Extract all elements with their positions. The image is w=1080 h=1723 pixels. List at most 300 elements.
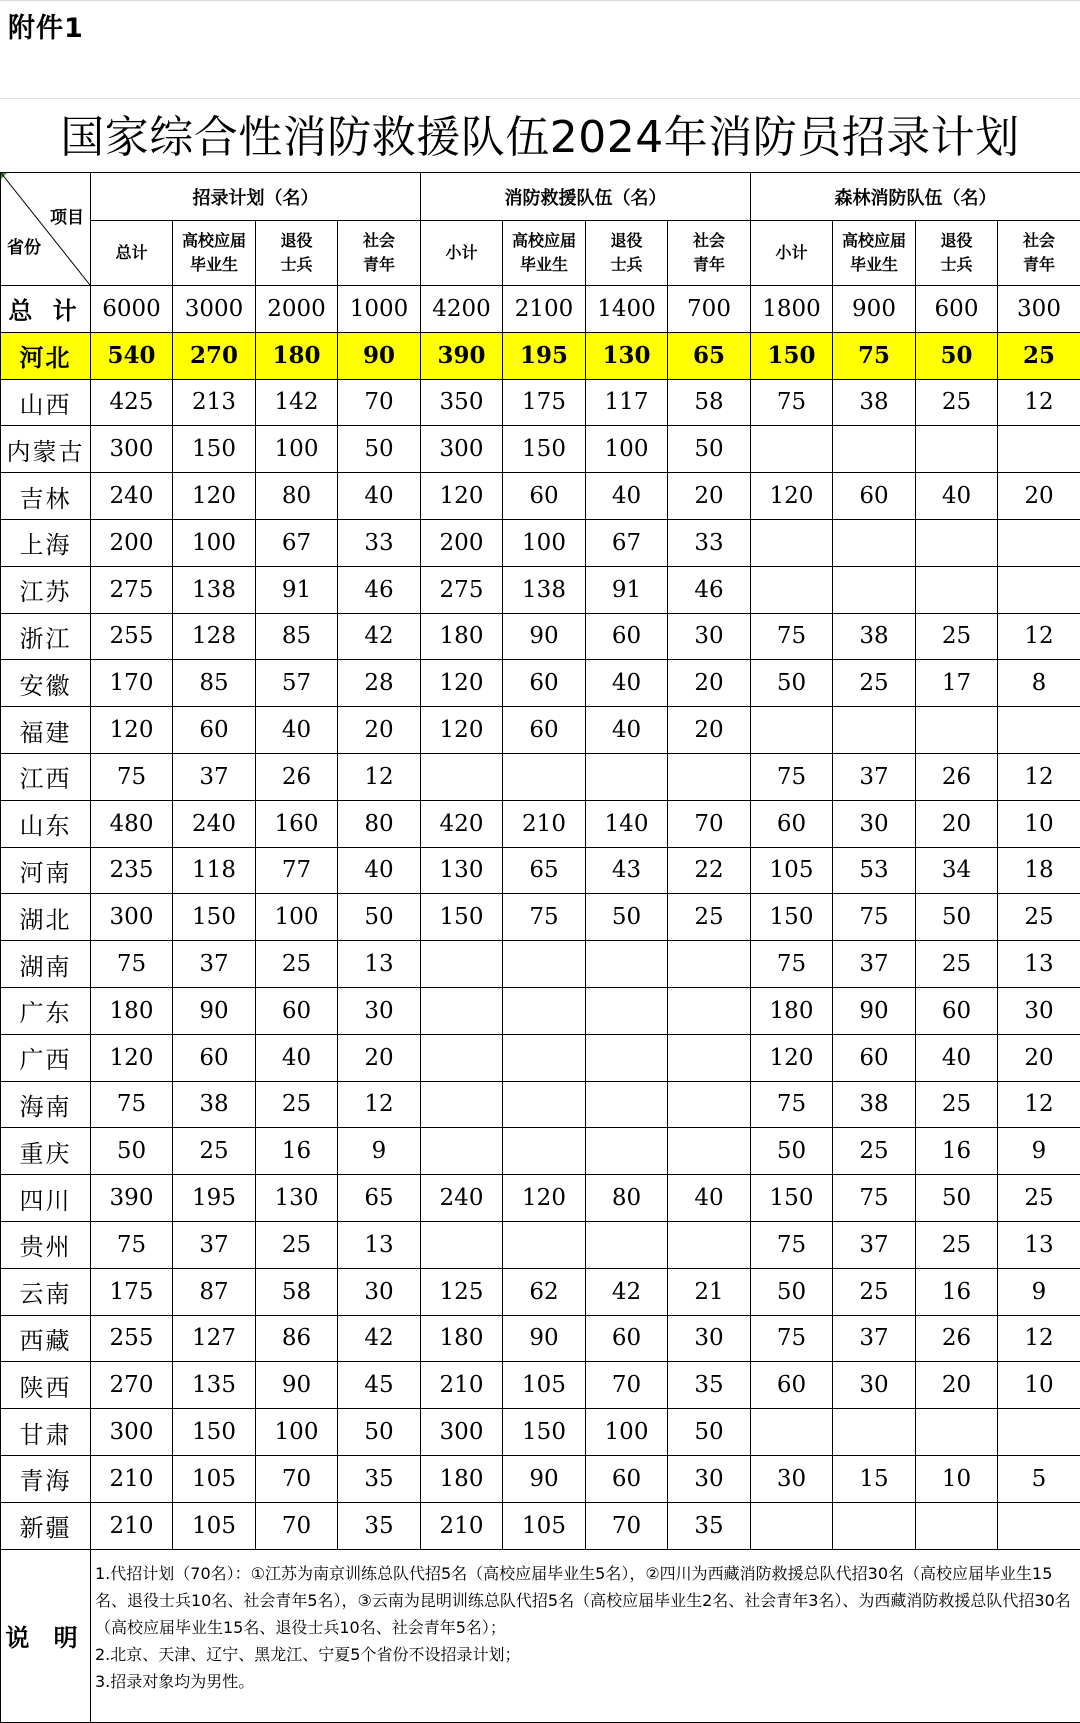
province-row [1,660,1080,707]
value-cell: 75 [751,941,833,988]
value-cell: 150 [173,1409,256,1456]
value-cell: 60 [751,800,833,847]
value-cell: 10 [998,1362,1080,1409]
value-cell: 130 [256,1175,338,1222]
value-cell: 60 [586,1455,668,1502]
value-cell: 70 [586,1362,668,1409]
value-cell: 12 [338,753,421,800]
corner-item-label: 项目 [50,203,84,228]
value-cell: 1000 [338,286,421,333]
value-cell [668,987,751,1034]
value-cell: 4200 [421,286,503,333]
value-cell: 30 [833,800,916,847]
value-cell: 100 [256,894,338,941]
province-name-cell: 江苏 [1,566,91,613]
value-cell: 150 [751,332,833,379]
value-cell [751,707,833,754]
value-cell: 67 [256,519,338,566]
value-cell: 25 [173,1128,256,1175]
value-cell: 60 [833,1034,916,1081]
value-cell: 37 [833,1221,916,1268]
value-cell: 130 [586,332,668,379]
value-cell [916,1502,998,1549]
value-cell: 3000 [173,286,256,333]
value-cell: 150 [173,894,256,941]
value-cell: 30 [751,1455,833,1502]
province-row [1,379,1080,426]
value-cell: 35 [338,1502,421,1549]
value-cell: 42 [586,1268,668,1315]
value-cell: 70 [586,1502,668,1549]
value-cell [751,426,833,473]
value-cell [668,1221,751,1268]
value-cell: 20 [338,1034,421,1081]
value-cell: 85 [173,660,256,707]
value-cell: 300 [91,1409,173,1456]
header-row-groups [1,173,1080,221]
value-cell: 20 [998,473,1080,520]
corner-diagonal [1,173,90,285]
value-cell: 38 [173,1081,256,1128]
notes-row [1,1549,1080,1722]
value-cell: 150 [421,894,503,941]
value-cell: 33 [338,519,421,566]
province-name-cell: 西藏 [1,1315,91,1362]
value-cell: 270 [91,1362,173,1409]
value-cell: 75 [751,613,833,660]
value-cell [833,566,916,613]
value-cell: 20 [668,707,751,754]
province-row [1,1128,1080,1175]
value-cell: 53 [833,847,916,894]
value-cell: 60 [173,707,256,754]
value-cell: 77 [256,847,338,894]
value-cell [916,707,998,754]
value-cell [833,707,916,754]
value-cell: 135 [173,1362,256,1409]
value-cell: 46 [668,566,751,613]
value-cell: 160 [256,800,338,847]
value-cell [503,753,586,800]
notes-label: 说 明 [1,1549,91,1722]
attachment-label: 附件1 [8,6,84,45]
value-cell: 57 [256,660,338,707]
group-header-fire-rescue: 消防救援队伍（名） [421,173,751,221]
value-cell: 30 [668,613,751,660]
province-name-cell: 上海 [1,519,91,566]
notes-body [91,1549,1080,1722]
value-cell: 300 [421,426,503,473]
value-cell [998,707,1080,754]
value-cell: 37 [173,941,256,988]
value-cell [751,1409,833,1456]
value-cell: 210 [91,1502,173,1549]
subcolumn-header: 高校应届 毕业生 [173,221,256,286]
value-cell [668,1081,751,1128]
subcolumn-header: 小计 [421,221,503,286]
value-cell: 37 [173,1221,256,1268]
value-cell: 25 [916,613,998,660]
value-cell: 26 [916,753,998,800]
value-cell: 91 [586,566,668,613]
value-cell: 70 [256,1455,338,1502]
province-row [1,332,1080,379]
value-cell [998,1502,1080,1549]
value-cell: 15 [833,1455,916,1502]
value-cell: 34 [916,847,998,894]
value-cell: 210 [91,1455,173,1502]
province-row [1,1034,1080,1081]
value-cell: 8 [998,660,1080,707]
value-cell: 42 [338,1315,421,1362]
value-cell: 90 [256,1362,338,1409]
value-cell: 150 [503,1409,586,1456]
province-name-cell: 河南 [1,847,91,894]
value-cell: 65 [338,1175,421,1222]
value-cell: 62 [503,1268,586,1315]
value-cell: 25 [916,1081,998,1128]
value-cell: 25 [256,941,338,988]
value-cell [421,941,503,988]
value-cell: 100 [256,426,338,473]
province-name-cell: 海南 [1,1081,91,1128]
value-cell: 25 [916,941,998,988]
value-cell: 16 [916,1268,998,1315]
subcolumn-header: 高校应届 毕业生 [503,221,586,286]
value-cell: 150 [503,426,586,473]
value-cell: 75 [833,332,916,379]
value-cell: 35 [668,1362,751,1409]
province-row [1,1362,1080,1409]
value-cell: 40 [916,473,998,520]
value-cell [751,1502,833,1549]
subcolumn-header: 总计 [91,221,173,286]
value-cell: 30 [338,1268,421,1315]
value-cell: 138 [503,566,586,613]
value-cell: 25 [916,379,998,426]
value-cell: 117 [586,379,668,426]
province-name-cell: 甘肃 [1,1409,91,1456]
subcolumn-header: 社会 青年 [338,221,421,286]
value-cell: 12 [998,1081,1080,1128]
province-name-cell: 陕西 [1,1362,91,1409]
value-cell: 127 [173,1315,256,1362]
value-cell: 120 [751,473,833,520]
value-cell: 60 [503,473,586,520]
value-cell: 100 [586,1409,668,1456]
value-cell: 75 [91,941,173,988]
value-cell: 128 [173,613,256,660]
value-cell: 33 [668,519,751,566]
value-cell: 38 [833,613,916,660]
province-name-cell: 重庆 [1,1128,91,1175]
value-cell: 300 [91,426,173,473]
value-cell: 138 [173,566,256,613]
value-cell [503,987,586,1034]
value-cell: 30 [338,987,421,1034]
value-cell: 45 [338,1362,421,1409]
value-cell [998,426,1080,473]
province-row [1,426,1080,473]
value-cell: 240 [421,1175,503,1222]
value-cell: 60 [256,987,338,1034]
value-cell: 87 [173,1268,256,1315]
value-cell: 50 [916,1175,998,1222]
value-cell: 180 [421,1455,503,1502]
value-cell: 12 [998,753,1080,800]
value-cell: 100 [586,426,668,473]
province-row [1,1409,1080,1456]
value-cell: 42 [338,613,421,660]
value-cell [421,1221,503,1268]
value-cell: 37 [173,753,256,800]
value-cell: 38 [833,1081,916,1128]
value-cell: 210 [421,1502,503,1549]
value-cell: 105 [751,847,833,894]
value-cell: 20 [668,660,751,707]
value-cell: 195 [173,1175,256,1222]
value-cell: 50 [751,660,833,707]
value-cell: 600 [916,286,998,333]
value-cell [586,1081,668,1128]
value-cell: 13 [998,1221,1080,1268]
value-cell: 37 [833,941,916,988]
province-name-cell: 四川 [1,1175,91,1222]
note-line: 1.代招计划（70名）：①江苏为南京训练总队代招5名（高校应届毕业生5名），②四川为西藏消防救援总队代招30名（高校应届毕业生15名、退役士兵10名、社会青年5名），③云南为昆明训练总队代招5名（高校应届毕业生2名、社会青年3名）、为西藏消防救援总队代招30名（高校应届毕业生15名、退役士兵10名、社会青年5名）； [95,1560,1074,1641]
value-cell: 140 [586,800,668,847]
value-cell: 12 [998,613,1080,660]
value-cell: 200 [91,519,173,566]
value-cell: 255 [91,1315,173,1362]
value-cell: 46 [338,566,421,613]
value-cell: 10 [998,800,1080,847]
value-cell: 9 [338,1128,421,1175]
province-row [1,1268,1080,1315]
province-name-cell: 湖南 [1,941,91,988]
value-cell: 390 [91,1175,173,1222]
value-cell: 300 [998,286,1080,333]
value-cell [668,753,751,800]
group-header-total-plan: 招录计划（名） [91,173,421,221]
value-cell: 50 [338,1409,421,1456]
value-cell: 350 [421,379,503,426]
province-row [1,613,1080,660]
value-cell: 100 [256,1409,338,1456]
value-cell: 1400 [586,286,668,333]
value-cell: 86 [256,1315,338,1362]
value-cell: 75 [751,1221,833,1268]
value-cell [586,941,668,988]
value-cell: 100 [173,519,256,566]
value-cell: 90 [503,613,586,660]
value-cell: 20 [668,473,751,520]
value-cell: 275 [91,566,173,613]
value-cell: 425 [91,379,173,426]
value-cell: 105 [503,1362,586,1409]
subcolumn-header: 退役 士兵 [256,221,338,286]
value-cell: 40 [586,707,668,754]
province-name-cell: 内蒙古 [1,426,91,473]
value-cell: 90 [338,332,421,379]
value-cell: 40 [586,473,668,520]
value-cell: 25 [833,1128,916,1175]
value-cell: 13 [338,1221,421,1268]
value-cell: 75 [751,1315,833,1362]
value-cell [916,566,998,613]
value-cell: 10 [916,1455,998,1502]
value-cell: 480 [91,800,173,847]
value-cell: 13 [998,941,1080,988]
province-name-cell: 江西 [1,753,91,800]
value-cell: 105 [173,1455,256,1502]
value-cell: 20 [998,1034,1080,1081]
province-row [1,1502,1080,1549]
province-name-cell: 山西 [1,379,91,426]
value-cell: 75 [91,753,173,800]
value-cell: 26 [916,1315,998,1362]
value-cell: 91 [256,566,338,613]
value-cell: 37 [833,1315,916,1362]
value-cell: 25 [668,894,751,941]
province-row [1,894,1080,941]
value-cell: 25 [833,660,916,707]
value-cell: 170 [91,660,173,707]
value-cell [586,1221,668,1268]
value-cell: 25 [833,1268,916,1315]
value-cell: 22 [668,847,751,894]
province-name-cell: 广西 [1,1034,91,1081]
province-name-cell: 总 计 [1,286,91,333]
value-cell [751,519,833,566]
province-row [1,1315,1080,1362]
value-cell: 100 [503,519,586,566]
subcolumn-header: 高校应届 毕业生 [833,221,916,286]
value-cell: 150 [751,1175,833,1222]
value-cell: 50 [916,894,998,941]
province-name-cell: 云南 [1,1268,91,1315]
value-cell [833,426,916,473]
value-cell: 235 [91,847,173,894]
province-row [1,800,1080,847]
value-cell: 75 [503,894,586,941]
value-cell: 50 [586,894,668,941]
subcolumn-header: 社会 青年 [998,221,1080,286]
value-cell: 60 [586,1315,668,1362]
province-name-cell: 贵州 [1,1221,91,1268]
value-cell: 20 [916,800,998,847]
value-cell: 105 [503,1502,586,1549]
province-name-cell: 青海 [1,1455,91,1502]
value-cell: 40 [916,1034,998,1081]
value-cell: 275 [421,566,503,613]
value-cell: 60 [503,660,586,707]
value-cell: 70 [338,379,421,426]
value-cell: 213 [173,379,256,426]
value-cell: 2000 [256,286,338,333]
value-cell [421,1034,503,1081]
value-cell [998,1409,1080,1456]
value-cell: 38 [833,379,916,426]
value-cell: 200 [421,519,503,566]
value-cell: 180 [421,1315,503,1362]
value-cell [503,1128,586,1175]
subcolumn-header: 小计 [751,221,833,286]
note-line: 2.北京、天津、辽宁、黑龙江、宁夏5个省份不设招录计划； [95,1641,1074,1668]
value-cell: 6000 [91,286,173,333]
value-cell: 900 [833,286,916,333]
value-cell [833,1409,916,1456]
province-name-cell: 福建 [1,707,91,754]
value-cell [751,566,833,613]
value-cell: 90 [833,987,916,1034]
province-name-cell: 浙江 [1,613,91,660]
value-cell: 58 [668,379,751,426]
value-cell [668,1034,751,1081]
value-cell: 60 [751,1362,833,1409]
value-cell [586,1034,668,1081]
value-cell: 25 [998,894,1080,941]
value-cell: 20 [916,1362,998,1409]
value-cell: 25 [998,1175,1080,1222]
value-cell: 120 [91,1034,173,1081]
value-cell: 13 [338,941,421,988]
province-name-cell: 山东 [1,800,91,847]
value-cell: 40 [256,1034,338,1081]
value-cell: 67 [586,519,668,566]
value-cell: 270 [173,332,256,379]
value-cell: 25 [998,332,1080,379]
group-header-forest-fire: 森林消防队伍（名） [751,173,1080,221]
value-cell: 420 [421,800,503,847]
value-cell [998,566,1080,613]
value-cell: 120 [91,707,173,754]
value-cell: 25 [916,1221,998,1268]
value-cell: 40 [668,1175,751,1222]
value-cell: 1800 [751,286,833,333]
province-row [1,987,1080,1034]
total-row [1,286,1080,333]
value-cell: 75 [91,1221,173,1268]
province-row [1,1081,1080,1128]
page-title: 国家综合性消防救援队伍2024年消防员招录计划 [0,104,1080,172]
value-cell [421,1128,503,1175]
province-row [1,753,1080,800]
value-cell [668,941,751,988]
province-name-cell: 河北 [1,332,91,379]
value-cell: 180 [256,332,338,379]
value-cell: 90 [503,1315,586,1362]
value-cell: 195 [503,332,586,379]
value-cell: 17 [916,660,998,707]
value-cell: 2100 [503,286,586,333]
value-cell: 58 [256,1268,338,1315]
value-cell: 125 [421,1268,503,1315]
value-cell: 60 [586,613,668,660]
value-cell [503,1221,586,1268]
value-cell: 5 [998,1455,1080,1502]
value-cell: 60 [916,987,998,1034]
value-cell: 85 [256,613,338,660]
value-cell [421,1081,503,1128]
subcolumn-header: 社会 青年 [668,221,751,286]
value-cell: 50 [751,1128,833,1175]
value-cell: 50 [751,1268,833,1315]
value-cell [503,941,586,988]
value-cell: 16 [256,1128,338,1175]
value-cell: 255 [91,613,173,660]
value-cell: 26 [256,753,338,800]
value-cell: 16 [916,1128,998,1175]
